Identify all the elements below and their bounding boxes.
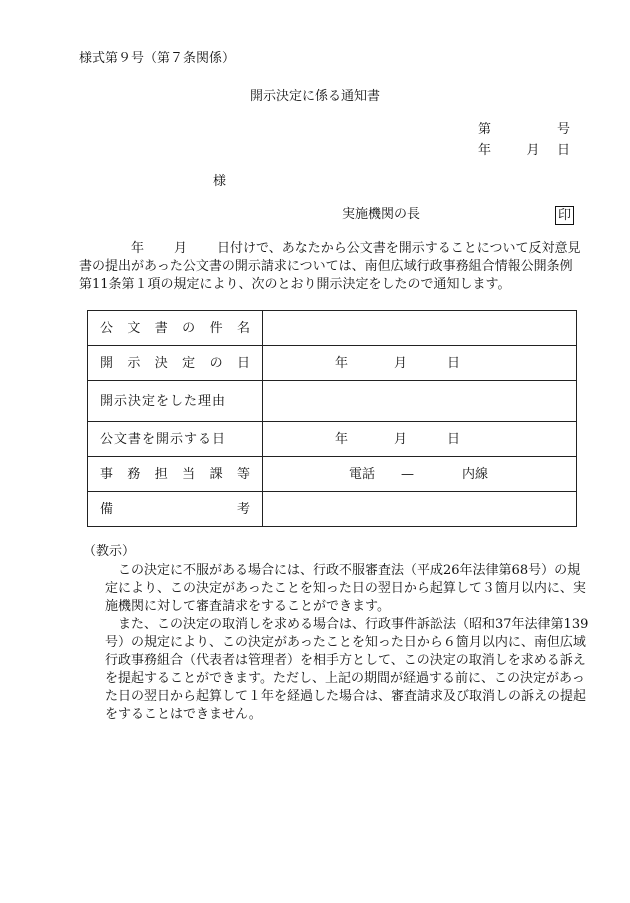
instruction-heading: （教示） (83, 544, 136, 559)
disclosure-date-text: 公文書を開示する日 (100, 431, 227, 447)
table-row (88, 346, 577, 381)
form-number: 様式第９号（第７条関係） (79, 51, 236, 66)
addressee-suffix: 様 (213, 174, 227, 189)
date-year-label: 年 (478, 143, 492, 158)
instruction-body (105, 562, 590, 724)
date-month-label: 月 (526, 143, 540, 158)
table-row (88, 492, 577, 527)
disclosure-date-label (88, 422, 263, 457)
section-label (88, 457, 263, 492)
notes-label (88, 492, 263, 527)
phone-dash: — (401, 466, 415, 482)
seal-mark: 印 (555, 206, 574, 225)
table-row (88, 311, 577, 346)
document-name-label (88, 311, 263, 346)
disclosure-year: 年 (335, 431, 349, 447)
document-name-text: 公 文 書 の 件 名 (100, 320, 250, 336)
extension-label: 内線 (462, 466, 489, 482)
reason-value[interactable] (263, 381, 577, 422)
decision-date-value[interactable] (263, 346, 577, 381)
notes-text: 備 考 (100, 501, 250, 517)
decision-year: 年 (335, 355, 349, 371)
document-name-value[interactable] (263, 311, 577, 346)
intro-year: 年 (131, 241, 145, 256)
intro-paragraph (79, 240, 584, 294)
instruction-paragraph-2: また、この決定の取消しを求める場合は、行政事件訴訟法（昭和37年法律第139号）の規定により、この決定があったことを知った日から６箇月以内に、南但広域行政事務組合（代表者は管理者）を相手方として、この決定の取消しを求める訴えを提起することができます。ただし、上記の期間が経過する前に、この決定があった日の翌日から起算して１年を経過した場合は、審査請求及び取消しの訴えの提起をすることはできません。 (105, 617, 589, 722)
phone-label: 電話 (349, 466, 376, 482)
notes-value[interactable] (263, 492, 577, 527)
intro-month: 月 (174, 241, 188, 256)
reason-text: 開示決定をした理由 (100, 393, 227, 409)
document-title: 開示決定に係る通知書 (249, 89, 380, 104)
decision-date-label (88, 346, 263, 381)
date-day-label: 日 (556, 143, 570, 158)
disclosure-date-value[interactable] (263, 422, 577, 457)
instruction-paragraph-1: この決定に不服がある場合には、行政不服審査法（平成26年法律第68号）の規定により、この決定があったことを知った日の翌日から起算して３箇月以内に、実施機関に対して審査請求をすることができます。 (105, 563, 586, 614)
reason-label (88, 381, 263, 422)
decision-date-text: 開 示 決 定 の 日 (100, 355, 250, 371)
number-dai-label: 第 (478, 122, 492, 137)
table-row (88, 422, 577, 457)
document-number-date (478, 123, 570, 165)
section-value[interactable] (263, 457, 577, 492)
section-text: 事 務 担 当 課 等 (100, 466, 250, 482)
table-row (88, 457, 577, 492)
intro-day: 日付けで、 (217, 241, 282, 256)
disclosure-day: 日 (447, 431, 461, 447)
number-go-label: 号 (556, 122, 570, 137)
disclosure-month: 月 (394, 431, 408, 447)
decision-month: 月 (394, 355, 408, 371)
table-row (88, 381, 577, 422)
info-table (87, 310, 577, 527)
intro-text: あなたから公文書を開示することについて反対意見書の提出があった公文書の開示請求については、南但広域行政事務組合情報公開条例第11条第１項の規定により、次のとおり開示決定をしたので通知します。 (79, 241, 581, 292)
decision-day: 日 (447, 355, 461, 371)
sender-title: 実施機関の長 (342, 207, 421, 222)
